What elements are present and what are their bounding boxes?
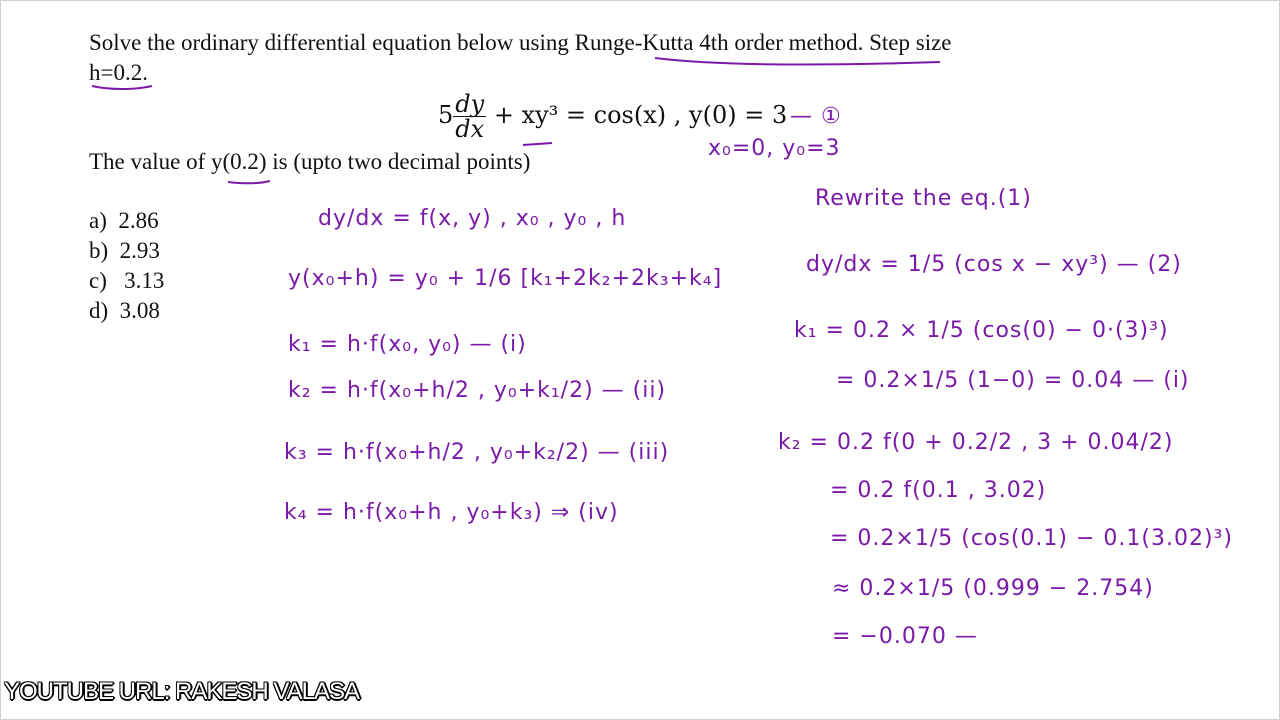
- question-line-1: Solve the ordinary differential equation below using Runge-Kutta 4th order method. Step size: [89, 30, 952, 55]
- k2-formula: k₂ = h·f(x₀+h/2 , y₀+k₁/2) — (ii): [288, 378, 667, 403]
- derivative-denominator: dx: [455, 115, 485, 143]
- initial-conditions: x₀=0, y₀=3: [708, 136, 841, 161]
- k4-formula: k₄ = h·f(x₀+h , y₀+k₃) ⇒ (iv): [284, 500, 619, 525]
- k3-formula: k₃ = h·f(x₀+h/2 , y₀+k₂/2) — (iii): [284, 440, 670, 465]
- derivative-numerator: dy: [455, 90, 485, 118]
- underline-xy3: [523, 143, 552, 145]
- question-prompt: The value of y(0.2) is (upto two decimal points): [89, 149, 531, 174]
- rk4-formula: y(x₀+h) = y₀ + 1/6 [k₁+2k₂+2k₃+k₄]: [288, 266, 723, 291]
- rewrite-note: Rewrite the eq.(1): [815, 186, 1032, 211]
- option-d[interactable]: d) 3.08: [89, 298, 160, 323]
- question-line-2: h=0.2.: [89, 60, 148, 85]
- equation-coefficient: 5: [438, 101, 454, 129]
- k2-line-1: k₂ = 0.2 f(0 + 0.2/2 , 3 + 0.04/2): [778, 430, 1174, 455]
- k1-formula: k₁ = h·f(x₀, y₀) — (i): [288, 332, 527, 357]
- eq-tag-1: — ①: [790, 104, 842, 129]
- k1-line-2: = 0.2×1/5 (1−0) = 0.04 — (i): [836, 368, 1190, 393]
- option-c[interactable]: c) 3.13: [89, 268, 165, 293]
- eq-2: dy/dx = 1/5 (cos x − xy³) — (2): [806, 252, 1182, 277]
- k2-line-5: = −0.070 —: [832, 624, 978, 649]
- k2-line-2: = 0.2 f(0.1 , 3.02): [830, 478, 1047, 503]
- option-b[interactable]: b) 2.93: [89, 238, 160, 263]
- equation-rest: + xy³ = cos(x) , y(0) = 3: [493, 101, 788, 129]
- underline-h: [92, 86, 152, 89]
- option-a[interactable]: a) 2.86: [89, 208, 159, 233]
- k2-line-4: ≈ 0.2×1/5 (0.999 − 2.754): [832, 576, 1154, 601]
- watermark-text: YOUTUBE URL: RAKESH VALASA: [4, 678, 359, 705]
- underline-y02: [228, 181, 270, 183]
- f-definition: dy/dx = f(x, y) , x₀ , y₀ , h: [318, 206, 627, 231]
- k1-line-1: k₁ = 0.2 × 1/5 (cos(0) − 0·(3)³): [794, 318, 1169, 343]
- k2-line-3: = 0.2×1/5 (cos(0.1) − 0.1(3.02)³): [830, 526, 1233, 551]
- underline-rk4: [655, 58, 940, 65]
